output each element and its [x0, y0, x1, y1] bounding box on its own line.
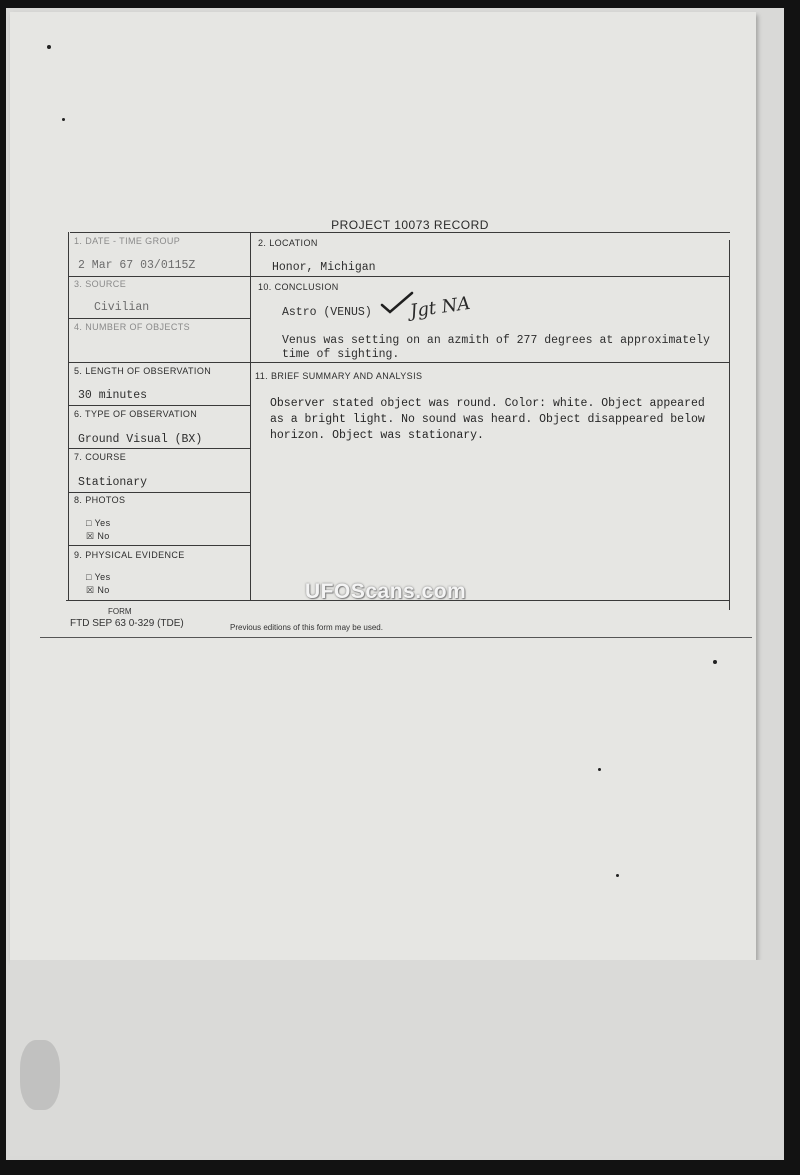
dust-speck [62, 118, 65, 121]
type-obs-label: 6. TYPE OF OBSERVATION [74, 409, 198, 419]
row-divider [68, 318, 250, 319]
physical-yes-mark: □ [86, 572, 92, 582]
photos-yes-checkbox [86, 518, 110, 528]
form-note: Previous editions of this form may be used. [230, 623, 383, 632]
form-top-border [70, 232, 730, 233]
conclusion-comment-line-1: Venus was setting on an azmith of 277 degrees at approximately [282, 334, 710, 347]
physical-no-checkbox [86, 585, 110, 596]
length-value: 30 minutes [78, 389, 148, 402]
length-label: 5. LENGTH OF OBSERVATION [74, 366, 212, 376]
handwritten-initials: Jgt NA [408, 292, 472, 323]
summary-text: Observer stated object was round. Color: white. Object appeared as a bright light. No sound was heard. Object disappeared below horizon. Object was stationary. [270, 397, 705, 442]
num-objects-label: 4. NUMBER OF OBJECTS [74, 322, 191, 332]
physical-yes-checkbox [86, 572, 110, 582]
card-cut-line [40, 637, 752, 638]
watermark: UFOScans.com [305, 580, 467, 603]
photos-no-label: No [97, 531, 110, 541]
dust-speck [598, 768, 601, 771]
photos-label: 8. PHOTOS [74, 495, 126, 505]
conclusion-label: 10. CONCLUSION [258, 282, 339, 292]
form-right-border [729, 240, 730, 610]
course-value: Stationary [78, 476, 148, 489]
row-divider [68, 276, 730, 277]
summary-label: 11. BRIEF SUMMARY AND ANALYSIS [255, 371, 423, 381]
form-word: FORM [108, 607, 132, 616]
column-divider [250, 232, 251, 600]
physical-no-label: No [97, 585, 110, 595]
source-label: 3. SOURCE [74, 279, 127, 289]
row-divider [68, 545, 250, 546]
physical-no-mark: ☒ [86, 585, 95, 595]
dust-speck [713, 660, 717, 664]
photos-yes-mark: □ [86, 518, 92, 528]
course-label: 7. COURSE [74, 452, 127, 462]
conclusion-value: Astro (VENUS) [282, 306, 372, 319]
row-divider [68, 405, 250, 406]
type-obs-value: Ground Visual (BX) [78, 433, 203, 446]
location-value: Honor, Michigan [272, 261, 376, 274]
location-label: 2. LOCATION [258, 238, 318, 248]
row-divider [68, 492, 250, 493]
form-title: PROJECT 10073 RECORD [331, 218, 489, 232]
dtg-label: 1. DATE - TIME GROUP [74, 236, 181, 246]
physical-evidence-label: 9. PHYSICAL EVIDENCE [74, 550, 185, 560]
row-divider [68, 362, 730, 363]
form-id: FTD SEP 63 0-329 (TDE) [70, 618, 184, 629]
photos-yes-label: Yes [94, 518, 111, 528]
photos-no-mark: ☒ [86, 531, 95, 541]
dust-speck [616, 874, 619, 877]
row-divider [68, 448, 250, 449]
photos-no-checkbox [86, 531, 110, 542]
source-value: Civilian [94, 301, 150, 314]
dust-speck [47, 45, 51, 49]
smudge [20, 1040, 60, 1110]
dtg-value: 2 Mar 67 03/0115Z [78, 259, 196, 272]
physical-yes-label: Yes [94, 572, 111, 582]
backing-sheet [10, 960, 782, 1156]
conclusion-comment-line-2: time of sighting. [282, 348, 400, 361]
